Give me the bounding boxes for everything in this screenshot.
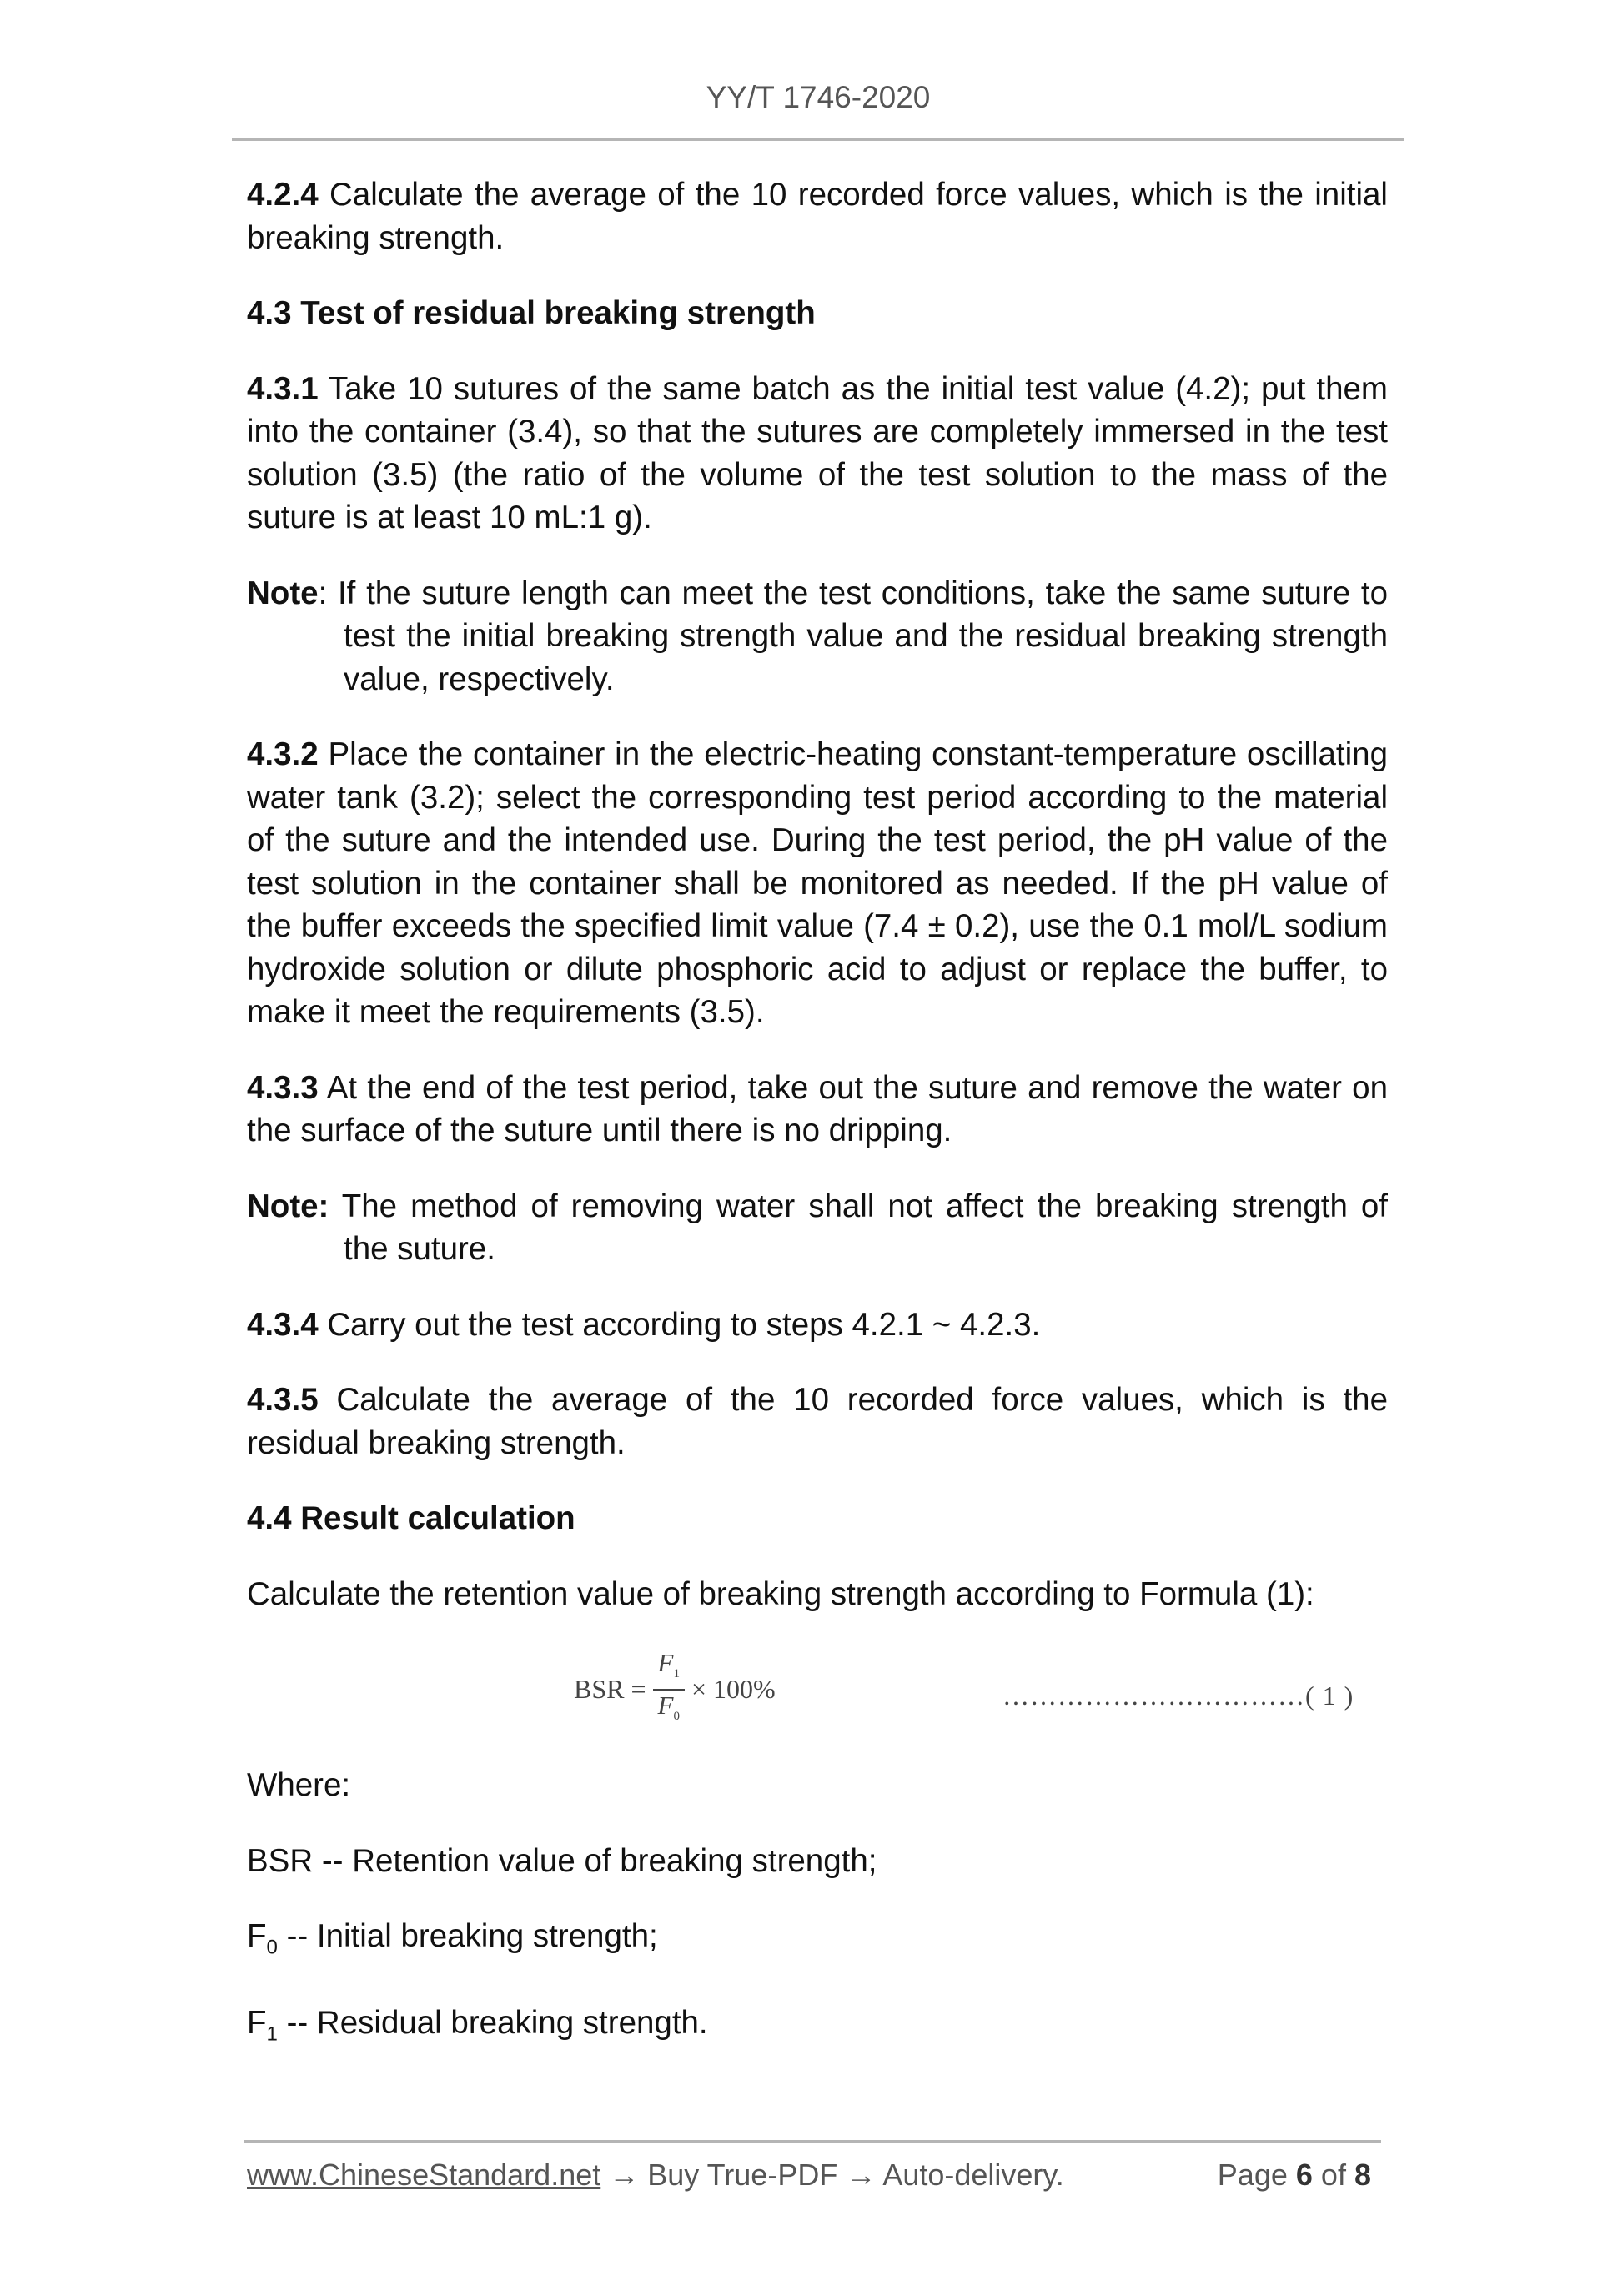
page-word: Page (1217, 2158, 1288, 2192)
page-indicator (1218, 2158, 1371, 2193)
equation-number: ……………………………( 1 ) (1002, 1681, 1354, 1711)
note-text: : If the suture length can meet the test conditions, take the same suture to test the initial breaking strength value and the residual breaking strength value, respectively. (318, 575, 1388, 697)
heading-4-4: 4.4 Result calculation (247, 1500, 575, 1536)
f1-sub: 1 (266, 2022, 278, 2046)
footer-promo-text: → Buy True-PDF → Auto-delivery. (600, 2158, 1064, 2192)
paragraph-4-2-4 (247, 173, 1388, 259)
clause-number: 4.3.5 (247, 1382, 319, 1418)
note-2 (247, 1185, 1388, 1271)
f1-text: -- Residual breaking strength. (277, 2005, 708, 2042)
page-content (247, 173, 1388, 2088)
clause-number: 4.3.3 (247, 1069, 319, 1106)
page-of: of (1320, 2158, 1346, 2192)
formula-intro: Calculate the retention value of breaking strength according to Formula (1): (247, 1575, 1314, 1612)
definition-bsr: BSR -- Retention value of breaking strength; (247, 1842, 877, 1879)
heading-4-3: 4.3 Test of residual breaking strength (247, 295, 816, 331)
footer (247, 2158, 1381, 2199)
clause-number: 4.2.4 (247, 177, 319, 213)
clause-number: 4.3.4 (247, 1306, 319, 1343)
note-label: Note (247, 575, 319, 611)
where-label: Where: (247, 1767, 351, 1803)
formula-block (247, 1648, 1388, 1731)
header-divider (232, 138, 1404, 141)
clause-text: Place the container in the electric-heating constant-temperature oscillating water tank (3.2); select the corresponding test period according to the material of the suture and the intended use. During the test period, the pH value of the test solution in the container shall be monitored as needed. If the pH value of the buffer exceeds the specified limit value (7.4 ± 0.2), use the 0.1 mol/L sodium hydroxide solution or dilute phosphoric acid to adjust or replace the buffer, to make it meet the requirements (3.5). (247, 736, 1388, 1030)
clause-text: At the end of the test period, take out the suture and remove the water on the surface of the suture until there is no dripping. (247, 1069, 1388, 1148)
clause-text: Take 10 sutures of the same batch as the initial test value (4.2); put them into the container (3.4), so that the sutures are completely immersed in the test solution (3.5) (the ratio of the volume of the test solution to the mass of the suture is at least 10 mL:1 g). (247, 370, 1388, 535)
fraction-denominator (658, 1691, 680, 1731)
paragraph-4-3-3 (247, 1067, 1388, 1153)
f1-var: F (247, 2005, 267, 2042)
f0-sub: 0 (266, 1936, 278, 1959)
paragraph-4-3-5 (247, 1379, 1388, 1465)
header-doc-code: YY/T 1746-2020 (706, 80, 931, 114)
clause-number: 4.3.2 (247, 736, 319, 772)
formula-fraction (653, 1648, 685, 1731)
note-label: Note: (247, 1188, 329, 1224)
clause-number: 4.3.1 (247, 370, 319, 407)
formula-rhs: × 100% (691, 1674, 776, 1705)
denominator-sub: 0 (673, 1710, 680, 1724)
page-total: 8 (1354, 2158, 1371, 2192)
fraction-numerator (653, 1648, 685, 1691)
note-1 (247, 572, 1388, 701)
paragraph-4-3-2 (247, 733, 1388, 1034)
formula-lhs: BSR = (574, 1674, 646, 1705)
numerator-sub: 1 (673, 1667, 680, 1681)
definition-f1 (247, 2002, 1388, 2056)
note-text: The method of removing water shall not affect the breaking strength of the suture. (329, 1188, 1388, 1267)
numerator-var: F (657, 1647, 674, 1677)
formula (574, 1648, 776, 1731)
definition-f0 (247, 1915, 1388, 1969)
footer-promo (247, 2158, 1064, 2193)
paragraph-4-3-1 (247, 368, 1388, 540)
page-current: 6 (1295, 2158, 1313, 2192)
clause-text: Calculate the average of the 10 recorded force values, which is the residual breaking strength. (247, 1382, 1388, 1461)
paragraph-4-3-4 (247, 1304, 1388, 1347)
clause-text: Carry out the test according to steps 4.2.1 ~ 4.2.3. (318, 1306, 1041, 1343)
clause-text: Calculate the average of the 10 recorded force values, which is the initial breaking strength. (247, 177, 1388, 256)
f0-text: -- Initial breaking strength; (277, 1918, 658, 1954)
denominator-var: F (657, 1691, 674, 1720)
f0-var: F (247, 1918, 267, 1954)
chinesestandard-link[interactable]: www.ChineseStandard.net (247, 2158, 601, 2192)
footer-divider (244, 2140, 1381, 2143)
